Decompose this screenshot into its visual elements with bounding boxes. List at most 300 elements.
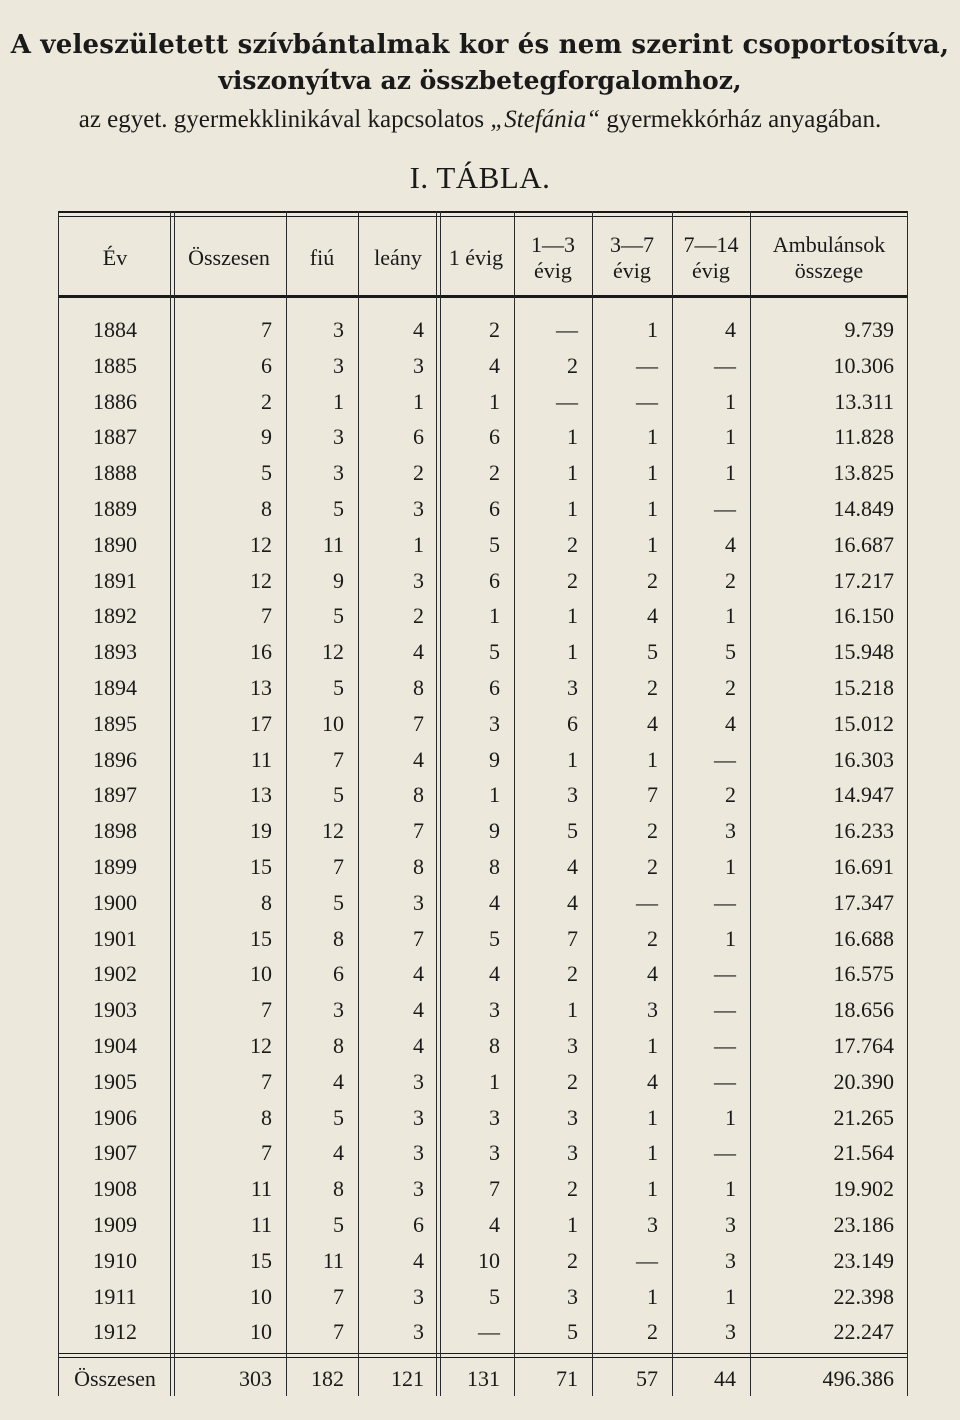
table-cell: 2	[567, 531, 578, 557]
heading-line-3-suffix: gyermekkórház anyagában.	[600, 106, 882, 133]
table-cell: 14.947	[833, 782, 894, 808]
table-cell: 23.186	[833, 1212, 894, 1237]
table-row	[58, 1136, 908, 1172]
table-cell: 8	[413, 782, 424, 808]
table-cell: 17.347	[833, 889, 894, 915]
table-cell: —	[478, 1319, 500, 1345]
table-cell: 1	[647, 1033, 658, 1058]
table-cell: 3	[489, 710, 500, 736]
year-cell: 1896	[93, 746, 137, 772]
table-cell: 2	[567, 1247, 578, 1273]
table-cell: 1	[647, 1176, 658, 1202]
table-cell: 6	[567, 710, 578, 736]
table-row	[58, 1172, 908, 1208]
totals-cell: 71	[556, 1366, 578, 1391]
institution-name: „Stefánia“	[490, 106, 601, 133]
table-cell: 4	[413, 746, 424, 772]
table-cell: 12	[250, 531, 272, 557]
table-cell: 3	[413, 352, 424, 378]
table-cell: 16.233	[833, 818, 894, 844]
table-cell: 1	[413, 531, 424, 557]
table-cell: 2	[647, 854, 658, 879]
table-cell: —	[714, 352, 736, 378]
table-row	[58, 313, 908, 349]
table-cell: —	[714, 889, 736, 915]
table-cell: 2	[489, 460, 500, 486]
table-cell: 5	[489, 925, 500, 951]
table-cell: 8	[413, 854, 424, 879]
table-cell: 3	[413, 1283, 424, 1309]
table-cell: 5	[489, 639, 500, 665]
table-cell: 5	[567, 1319, 578, 1345]
table-cell: 5	[567, 818, 578, 844]
table-cell: 7	[567, 925, 578, 951]
table-cell: 11	[322, 531, 344, 557]
year-cell: 1912	[93, 1319, 137, 1345]
table-row	[58, 528, 908, 564]
column-header: 1 évig	[448, 245, 504, 270]
table-cell: 11	[250, 1212, 272, 1237]
year-cell: 1891	[93, 567, 137, 593]
table-cell: 3	[567, 1283, 578, 1309]
table-cell: 21.564	[833, 1140, 894, 1166]
table-row	[58, 385, 908, 421]
table-cell: 12	[322, 639, 344, 665]
table-cell: 2	[567, 1068, 578, 1094]
table-cell: 8	[333, 925, 344, 951]
table-cell: 2	[725, 567, 736, 593]
table-row	[58, 1101, 908, 1137]
table-row	[58, 1065, 908, 1101]
table-cell: 1	[489, 388, 500, 414]
table-cell: 3	[567, 1104, 578, 1130]
table-cell: 1	[567, 1212, 578, 1237]
table-cell: 17.764	[833, 1033, 894, 1058]
table-cell: —	[714, 1033, 736, 1058]
table-cell: 4	[333, 1140, 344, 1166]
table-cell: 3	[489, 1104, 500, 1130]
totals-label: Összesen	[74, 1366, 156, 1391]
table-cell: 15.218	[833, 675, 894, 700]
table-cell: 1	[567, 424, 578, 450]
year-cell: 1902	[93, 961, 137, 987]
table-cell: 1	[647, 1283, 658, 1309]
table-cell: 3	[333, 352, 344, 378]
table-cell: 11	[250, 1176, 272, 1202]
table-cell: —	[636, 352, 658, 378]
table-cell: 13	[250, 675, 272, 700]
data-table	[58, 211, 908, 1396]
table-cell: 5	[647, 639, 658, 665]
table-cell: 3	[413, 1140, 424, 1166]
table-cell: 10	[250, 1319, 272, 1345]
table-cell: 2	[725, 675, 736, 700]
table-cell: 13.311	[834, 388, 894, 414]
table-cell: 16.303	[833, 746, 894, 772]
table-cell: 1	[725, 603, 736, 629]
table-cell: 22.247	[833, 1319, 894, 1345]
table-row	[58, 420, 908, 456]
table-row	[58, 349, 908, 385]
year-cell: 1892	[93, 603, 137, 629]
table-cell: 5	[489, 531, 500, 557]
table-cell: 7	[489, 1176, 500, 1202]
table-cell: 4	[647, 603, 658, 629]
table-cell: 16.687	[833, 531, 894, 557]
table-cell: 2	[647, 1319, 658, 1345]
table-cell: 4	[725, 710, 736, 736]
table-cell: 22.398	[833, 1283, 894, 1309]
table-cell: 1	[647, 317, 658, 342]
table-cell: 3	[725, 1319, 736, 1345]
table-cell: 3	[333, 424, 344, 450]
table-cell: —	[636, 1247, 658, 1273]
table-cell: 1	[567, 496, 578, 521]
year-cell: 1888	[93, 460, 137, 486]
column-header: 3—7 évig	[610, 232, 654, 283]
year-cell: 1884	[93, 317, 137, 342]
table-cell: 13	[250, 782, 272, 808]
table-cell: 7	[261, 317, 272, 342]
table-cell: —	[636, 388, 658, 414]
totals-cell: 121	[391, 1366, 424, 1391]
year-cell: 1910	[93, 1247, 137, 1273]
column-header: 7—14 évig	[683, 232, 739, 283]
year-cell: 1901	[93, 925, 137, 951]
table-cell: 3	[647, 997, 658, 1023]
table-cell: 4	[489, 889, 500, 915]
table-row	[58, 850, 908, 886]
table-cell: 5	[333, 889, 344, 915]
table-row	[58, 993, 908, 1029]
table-cell: 2	[413, 603, 424, 629]
table-cell: 9.739	[844, 317, 894, 342]
table-cell: 7	[413, 710, 424, 736]
table-cell: 5	[333, 603, 344, 629]
table-cell: 4	[413, 961, 424, 987]
header-rule	[58, 295, 908, 298]
table-cell: 3	[413, 567, 424, 593]
table-cell: 3	[725, 1247, 736, 1273]
table-cell: 1	[489, 782, 500, 808]
table-cell: —	[556, 388, 578, 414]
table-top-rule	[58, 211, 908, 213]
table-cell: 2	[647, 818, 658, 844]
table-cell: 3	[567, 1140, 578, 1166]
table-cell: 3	[413, 1104, 424, 1130]
table-cell: 9	[489, 818, 500, 844]
table-cell: 3	[333, 317, 344, 342]
table-cell: 4	[413, 639, 424, 665]
year-cell: 1894	[93, 675, 137, 700]
table-cell: 2	[647, 567, 658, 593]
table-cell: 5	[333, 1104, 344, 1130]
table-cell: —	[714, 1068, 736, 1094]
table-cell: —	[714, 746, 736, 772]
table-cell: 8	[333, 1176, 344, 1202]
table-cell: 19	[250, 818, 272, 844]
table-cell: 1	[725, 388, 736, 414]
column-header: Összesen	[188, 245, 270, 270]
table-cell: 1	[567, 639, 578, 665]
table-cell: 1	[647, 531, 658, 557]
table-cell: 3	[725, 1212, 736, 1237]
table-cell: 2	[489, 317, 500, 342]
table-row	[58, 1244, 908, 1280]
table-cell: 16.575	[833, 961, 894, 987]
table-cell: 10.306	[833, 352, 894, 378]
table-cell: 4	[413, 1247, 424, 1273]
table-cell: 10	[478, 1247, 500, 1273]
table-cell: 2	[261, 388, 272, 414]
table-cell: 7	[261, 1068, 272, 1094]
table-cell: 5	[489, 1283, 500, 1309]
year-cell: 1895	[93, 710, 137, 736]
table-cell: 3	[489, 1140, 500, 1166]
table-cell: 16.691	[833, 854, 894, 879]
column-header: fiú	[309, 245, 335, 270]
column-header: Év	[102, 245, 128, 270]
table-cell: 1	[725, 424, 736, 450]
column-header: leány	[374, 245, 422, 270]
table-cell: 9	[261, 424, 272, 450]
table-cell: —	[714, 1140, 736, 1166]
table-cell: 1	[725, 925, 736, 951]
table-row	[58, 564, 908, 600]
table-cell: 12	[250, 1033, 272, 1058]
table-cell: 5	[333, 675, 344, 700]
table-cell: 1	[489, 603, 500, 629]
table-cell: 2	[647, 675, 658, 700]
table-cell: 9	[333, 567, 344, 593]
column-header: 1—3 évig	[531, 232, 575, 283]
column-header: Ambulánsok összege	[772, 232, 886, 283]
table-cell: 1	[647, 746, 658, 772]
table-cell: 7	[333, 1319, 344, 1345]
table-cell: 16.688	[833, 925, 894, 951]
table-cell: 1	[489, 1068, 500, 1094]
table-cell: 3	[567, 675, 578, 700]
table-cell: 4	[413, 997, 424, 1023]
table-cell: —	[556, 317, 578, 342]
table-cell: 7	[333, 746, 344, 772]
table-cell: 1	[725, 1176, 736, 1202]
table-cell: 3	[567, 782, 578, 808]
table-cell: 15	[250, 925, 272, 951]
totals-rule-bottom	[58, 1357, 908, 1358]
table-top-rule-thin	[58, 216, 908, 217]
table-cell: 15.012	[833, 710, 894, 736]
table-cell: 4	[489, 1212, 500, 1237]
table-cell: 7	[413, 818, 424, 844]
table-cell: 3	[489, 997, 500, 1023]
year-cell: 1906	[93, 1104, 137, 1130]
heading-line-2: viszonyítva az összbetegforgalomhoz,	[218, 66, 742, 95]
table-row	[58, 814, 908, 850]
table-cell: 4	[489, 961, 500, 987]
totals-cell: 57	[636, 1366, 658, 1391]
table-cell: 19.902	[833, 1176, 894, 1202]
table-row	[58, 707, 908, 743]
table-cell: 1	[725, 1104, 736, 1130]
table-cell: 6	[489, 496, 500, 521]
table-cell: 1	[413, 388, 424, 414]
year-cell: 1898	[93, 818, 137, 844]
table-cell: 2	[567, 961, 578, 987]
table-row	[58, 957, 908, 993]
table-cell: 3	[413, 1068, 424, 1094]
table-cell: 12	[322, 818, 344, 844]
table-cell: 1	[725, 1283, 736, 1309]
table-cell: 7	[413, 925, 424, 951]
table-cell: 5	[333, 1212, 344, 1237]
table-cell: 1	[647, 496, 658, 521]
year-cell: 1909	[93, 1212, 137, 1237]
table-cell: 8	[261, 889, 272, 915]
table-cell: —	[714, 997, 736, 1023]
table-cell: 2	[725, 782, 736, 808]
table-cell: 1	[567, 460, 578, 486]
year-cell: 1887	[93, 424, 137, 450]
table-row	[58, 671, 908, 707]
year-cell: 1907	[93, 1140, 137, 1166]
year-cell: 1908	[93, 1176, 137, 1202]
table-cell: 2	[567, 567, 578, 593]
table-cell: 2	[567, 352, 578, 378]
table-cell: 4	[567, 854, 578, 879]
table-cell: 17	[250, 710, 272, 736]
table-cell: 1	[567, 997, 578, 1023]
table-cell: 1	[647, 460, 658, 486]
year-cell: 1899	[93, 854, 137, 879]
table-cell: 15	[250, 854, 272, 879]
year-cell: 1900	[93, 889, 137, 915]
table-cell: 17.217	[833, 567, 894, 593]
table-cell: 10	[250, 961, 272, 987]
table-cell: 6	[413, 1212, 424, 1237]
table-row	[58, 456, 908, 492]
table-cell: 8	[333, 1033, 344, 1058]
table-title: I. TÁBLA.	[409, 160, 551, 195]
table-cell: 11	[322, 1247, 344, 1273]
table-cell: 4	[333, 1068, 344, 1094]
heading-line-1: A veleszületett szívbántalmak kor és nem szerint csoportosítva,	[10, 30, 950, 60]
year-cell: 1904	[93, 1033, 137, 1058]
table-row	[58, 1280, 908, 1316]
table-cell: 1	[725, 854, 736, 879]
table-cell: 4	[647, 1068, 658, 1094]
table-cell: 20.390	[833, 1068, 894, 1094]
table-cell: 3	[333, 460, 344, 486]
table-cell: 5	[333, 782, 344, 808]
table-cell: 16.150	[833, 603, 894, 629]
table-row	[58, 743, 908, 779]
heading-line-3-prefix: az egyet. gyermekklinikával kapcsolatos	[78, 106, 491, 133]
table-cell: 2	[413, 460, 424, 486]
table-cell: 13.825	[833, 460, 894, 486]
table-cell: 1	[567, 603, 578, 629]
totals-row	[58, 1361, 908, 1396]
table-cell: 9	[489, 746, 500, 772]
table-cell: 2	[567, 1176, 578, 1202]
table-cell: 16	[250, 639, 272, 665]
table-cell: 7	[333, 1283, 344, 1309]
table-cell: 1	[647, 424, 658, 450]
table-cell: 6	[489, 567, 500, 593]
table-cell: 1	[647, 1140, 658, 1166]
totals-cell: 496.386	[822, 1366, 894, 1391]
table-cell: 4	[647, 710, 658, 736]
table-row	[58, 492, 908, 528]
table-cell: 3	[567, 1033, 578, 1058]
year-cell: 1885	[93, 352, 137, 378]
table-cell: 23.149	[833, 1247, 894, 1273]
table-row	[58, 778, 908, 814]
year-cell: 1886	[93, 388, 137, 414]
table-cell: 10	[322, 710, 344, 736]
table-row	[58, 1029, 908, 1065]
totals-cell: 182	[311, 1366, 344, 1391]
table-row	[58, 1208, 908, 1244]
year-cell: 1903	[93, 997, 137, 1023]
table-cell: 18.656	[833, 997, 894, 1023]
totals-cell: 303	[239, 1366, 272, 1391]
table-row	[58, 599, 908, 635]
table-cell: 3	[413, 889, 424, 915]
table-row	[58, 922, 908, 958]
totals-cell: 44	[714, 1366, 736, 1391]
table-cell: 12	[250, 567, 272, 593]
table-cell: 8	[261, 1104, 272, 1130]
table-cell: 6	[261, 352, 272, 378]
table-cell: 3	[725, 818, 736, 844]
table-cell: 7	[261, 997, 272, 1023]
table-cell: 1	[647, 1104, 658, 1130]
table-cell: 4	[413, 1033, 424, 1058]
table-cell: 15	[250, 1247, 272, 1273]
table-cell: 1	[333, 388, 344, 414]
table-cell: 11	[250, 746, 272, 772]
table-cell: 10	[250, 1283, 272, 1309]
heading-line-3	[0, 106, 960, 134]
table-cell: 8	[413, 675, 424, 700]
table-cell: 5	[333, 496, 344, 521]
year-cell: 1889	[93, 496, 137, 521]
table-cell: 7	[261, 603, 272, 629]
table-cell: 7	[333, 854, 344, 879]
year-cell: 1911	[93, 1283, 137, 1309]
table-cell: 6	[333, 961, 344, 987]
table-cell: 4	[413, 317, 424, 342]
totals-rule-top	[58, 1353, 908, 1354]
table-cell: 5	[261, 460, 272, 486]
table-cell: —	[714, 496, 736, 521]
table-cell: 15.948	[833, 639, 894, 665]
table-cell: 6	[489, 675, 500, 700]
table-cell: 8	[489, 854, 500, 879]
table-cell: 4	[647, 961, 658, 987]
year-cell: 1905	[93, 1068, 137, 1094]
table-row	[58, 886, 908, 922]
totals-cell: 131	[467, 1366, 500, 1391]
table-cell: 8	[261, 496, 272, 521]
table-cell: 3	[333, 997, 344, 1023]
table-cell: 11.828	[834, 424, 894, 450]
table-cell: 7	[647, 782, 658, 808]
table-cell: 3	[647, 1212, 658, 1237]
table-row	[58, 635, 908, 671]
year-cell: 1890	[93, 531, 137, 557]
